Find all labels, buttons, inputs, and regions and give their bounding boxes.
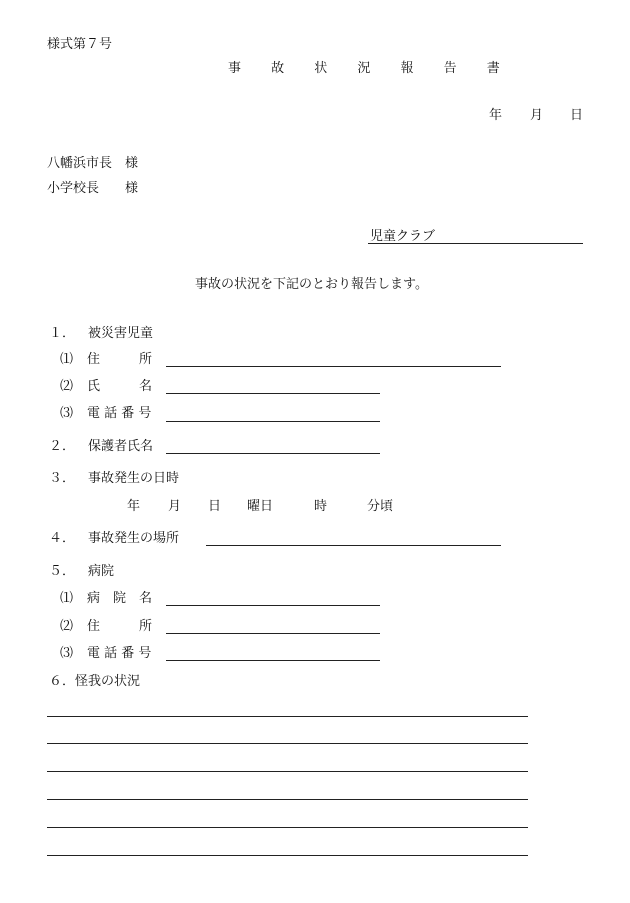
section-5-item-3-number: ⑶ bbox=[60, 646, 74, 661]
section-5-item-3-label: 電 話 番 号 bbox=[87, 646, 152, 661]
section-3-number: ３． bbox=[49, 471, 76, 486]
club-name-underline[interactable] bbox=[368, 243, 583, 244]
datetime-hour-label: 時 bbox=[314, 499, 328, 514]
datetime-month-label: 月 bbox=[168, 499, 182, 514]
date-year-label: 年 bbox=[489, 108, 503, 123]
datetime-weekday-label: 曜日 bbox=[247, 499, 274, 514]
hospital-name-field-line[interactable] bbox=[166, 605, 380, 606]
section-4-number: ４． bbox=[49, 531, 76, 546]
section-1-number: １． bbox=[49, 326, 76, 341]
injury-line-4[interactable] bbox=[47, 799, 528, 800]
section-4-label: 事故発生の場所 bbox=[88, 531, 180, 546]
section-1-item-3-label: 電 話 番 号 bbox=[87, 406, 152, 421]
guardian-name-field-line[interactable] bbox=[166, 453, 380, 454]
section-5-item-1-label: 病 院 名 bbox=[87, 591, 153, 606]
intro-text: 事故の状況を下記のとおり報告します。 bbox=[195, 277, 428, 292]
section-1-item-3-number: ⑶ bbox=[60, 406, 74, 421]
section-5-item-2-label: 住 所 bbox=[87, 619, 153, 634]
injury-line-2[interactable] bbox=[47, 743, 528, 744]
section-5-item-2-number: ⑵ bbox=[60, 619, 74, 634]
section-2-label: 保護者氏名 bbox=[88, 439, 154, 454]
injury-line-6[interactable] bbox=[47, 855, 528, 856]
section-1-item-2-number: ⑵ bbox=[60, 379, 74, 394]
section-1-item-1-number: ⑴ bbox=[60, 352, 74, 367]
name-field-line[interactable] bbox=[166, 393, 380, 394]
section-1-label: 被災害児童 bbox=[88, 326, 154, 341]
club-name-label: 児童クラブ bbox=[370, 229, 436, 244]
section-6-label: ６．怪我の状況 bbox=[49, 674, 141, 689]
accident-place-field-line[interactable] bbox=[206, 545, 501, 546]
injury-line-1[interactable] bbox=[47, 716, 528, 717]
injury-line-5[interactable] bbox=[47, 827, 528, 828]
hospital-phone-field-line[interactable] bbox=[166, 660, 380, 661]
date-month-label: 月 bbox=[530, 108, 544, 123]
section-1-item-1-label: 住 所 bbox=[87, 352, 153, 367]
section-5-label: 病院 bbox=[88, 564, 115, 579]
section-5-number: ５． bbox=[49, 564, 76, 579]
datetime-minute-label: 分頃 bbox=[367, 499, 394, 514]
document-title: 事 故 状 況 報 告 書 bbox=[228, 61, 513, 76]
datetime-year-label: 年 bbox=[127, 499, 141, 514]
section-1-item-2-label: 氏 名 bbox=[87, 379, 153, 394]
recipient-mayor: 八幡浜市長 様 bbox=[47, 156, 139, 171]
form-number: 様式第７号 bbox=[47, 37, 113, 52]
hospital-address-field-line[interactable] bbox=[166, 633, 380, 634]
section-2-number: ２． bbox=[49, 439, 76, 454]
datetime-day-label: 日 bbox=[208, 499, 222, 514]
section-5-item-1-number: ⑴ bbox=[60, 591, 74, 606]
date-day-label: 日 bbox=[570, 108, 584, 123]
recipient-principal: 小学校長 様 bbox=[47, 181, 139, 196]
section-3-label: 事故発生の日時 bbox=[88, 471, 180, 486]
injury-line-3[interactable] bbox=[47, 771, 528, 772]
address-field-line[interactable] bbox=[166, 366, 501, 367]
phone-field-line[interactable] bbox=[166, 421, 380, 422]
